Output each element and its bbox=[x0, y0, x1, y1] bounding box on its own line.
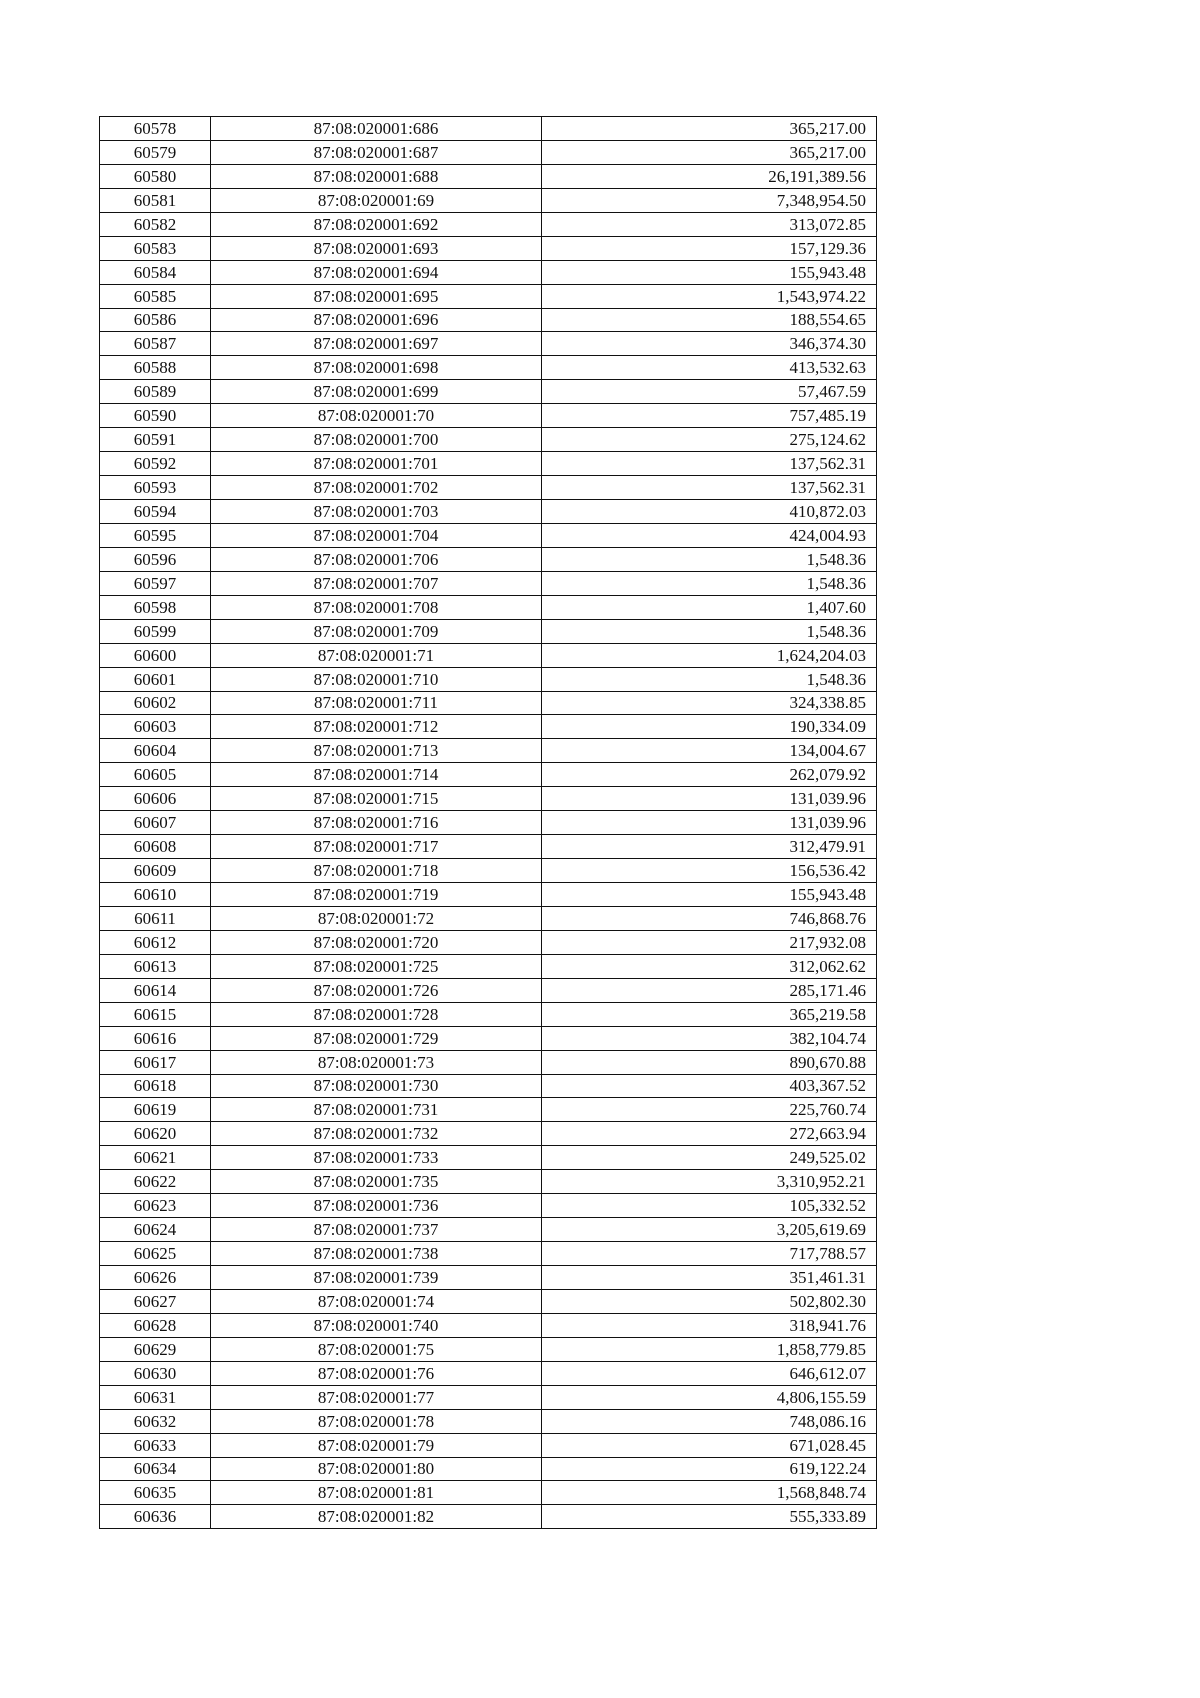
row-number-cell: 60629 bbox=[100, 1337, 211, 1361]
value-cell: 413,532.63 bbox=[542, 356, 877, 380]
table-row bbox=[100, 1457, 877, 1481]
row-number-cell: 60630 bbox=[100, 1361, 211, 1385]
cadastral-number-cell: 87:08:020001:686 bbox=[211, 117, 542, 141]
cadastral-number-cell: 87:08:020001:738 bbox=[211, 1242, 542, 1266]
value-cell: 619,122.24 bbox=[542, 1457, 877, 1481]
row-number-cell: 60626 bbox=[100, 1266, 211, 1290]
cadastral-number-cell: 87:08:020001:716 bbox=[211, 811, 542, 835]
table-row bbox=[100, 1385, 877, 1409]
row-number-cell: 60597 bbox=[100, 571, 211, 595]
cadastral-number-cell: 87:08:020001:695 bbox=[211, 284, 542, 308]
table-row bbox=[100, 1050, 877, 1074]
table-row bbox=[100, 380, 877, 404]
cadastral-number-cell: 87:08:020001:694 bbox=[211, 260, 542, 284]
table-row bbox=[100, 595, 877, 619]
cadastral-number-cell: 87:08:020001:701 bbox=[211, 452, 542, 476]
table-row bbox=[100, 1170, 877, 1194]
cadastral-number-cell: 87:08:020001:711 bbox=[211, 691, 542, 715]
cadastral-number-cell: 87:08:020001:712 bbox=[211, 715, 542, 739]
value-cell: 890,670.88 bbox=[542, 1050, 877, 1074]
table-body bbox=[100, 117, 877, 1529]
row-number-cell: 60595 bbox=[100, 523, 211, 547]
cadastral-number-cell: 87:08:020001:713 bbox=[211, 739, 542, 763]
cadastral-number-cell: 87:08:020001:714 bbox=[211, 763, 542, 787]
value-cell: 717,788.57 bbox=[542, 1242, 877, 1266]
row-number-cell: 60585 bbox=[100, 284, 211, 308]
row-number-cell: 60619 bbox=[100, 1098, 211, 1122]
row-number-cell: 60614 bbox=[100, 978, 211, 1002]
row-number-cell: 60617 bbox=[100, 1050, 211, 1074]
cadastral-number-cell: 87:08:020001:688 bbox=[211, 164, 542, 188]
row-number-cell: 60631 bbox=[100, 1385, 211, 1409]
table-row bbox=[100, 1409, 877, 1433]
cadastral-number-cell: 87:08:020001:697 bbox=[211, 332, 542, 356]
table-row bbox=[100, 1433, 877, 1457]
value-cell: 403,367.52 bbox=[542, 1074, 877, 1098]
cadastral-number-cell: 87:08:020001:726 bbox=[211, 978, 542, 1002]
cadastral-number-cell: 87:08:020001:693 bbox=[211, 236, 542, 260]
value-cell: 746,868.76 bbox=[542, 906, 877, 930]
row-number-cell: 60590 bbox=[100, 404, 211, 428]
value-cell: 424,004.93 bbox=[542, 523, 877, 547]
row-number-cell: 60582 bbox=[100, 212, 211, 236]
cadastral-number-cell: 87:08:020001:692 bbox=[211, 212, 542, 236]
table-row bbox=[100, 978, 877, 1002]
cadastral-number-cell: 87:08:020001:80 bbox=[211, 1457, 542, 1481]
value-cell: 312,479.91 bbox=[542, 835, 877, 859]
cadastral-number-cell: 87:08:020001:706 bbox=[211, 547, 542, 571]
row-number-cell: 60608 bbox=[100, 835, 211, 859]
row-number-cell: 60621 bbox=[100, 1146, 211, 1170]
row-number-cell: 60611 bbox=[100, 906, 211, 930]
value-cell: 1,548.36 bbox=[542, 571, 877, 595]
value-cell: 1,858,779.85 bbox=[542, 1337, 877, 1361]
cadastral-number-cell: 87:08:020001:715 bbox=[211, 787, 542, 811]
value-cell: 155,943.48 bbox=[542, 260, 877, 284]
row-number-cell: 60589 bbox=[100, 380, 211, 404]
row-number-cell: 60616 bbox=[100, 1026, 211, 1050]
row-number-cell: 60591 bbox=[100, 428, 211, 452]
cadastral-number-cell: 87:08:020001:699 bbox=[211, 380, 542, 404]
table-row bbox=[100, 619, 877, 643]
data-table bbox=[99, 116, 877, 1529]
cadastral-number-cell: 87:08:020001:732 bbox=[211, 1122, 542, 1146]
table-row bbox=[100, 787, 877, 811]
value-cell: 156,536.42 bbox=[542, 859, 877, 883]
value-cell: 365,219.58 bbox=[542, 1002, 877, 1026]
cadastral-number-cell: 87:08:020001:76 bbox=[211, 1361, 542, 1385]
value-cell: 1,624,204.03 bbox=[542, 643, 877, 667]
cadastral-number-cell: 87:08:020001:730 bbox=[211, 1074, 542, 1098]
table-row bbox=[100, 308, 877, 332]
value-cell: 502,802.30 bbox=[542, 1289, 877, 1313]
cadastral-number-cell: 87:08:020001:703 bbox=[211, 500, 542, 524]
value-cell: 134,004.67 bbox=[542, 739, 877, 763]
table-row bbox=[100, 906, 877, 930]
table-row bbox=[100, 667, 877, 691]
cadastral-number-cell: 87:08:020001:720 bbox=[211, 930, 542, 954]
row-number-cell: 60587 bbox=[100, 332, 211, 356]
row-number-cell: 60578 bbox=[100, 117, 211, 141]
cadastral-number-cell: 87:08:020001:731 bbox=[211, 1098, 542, 1122]
table-row bbox=[100, 763, 877, 787]
cadastral-number-cell: 87:08:020001:72 bbox=[211, 906, 542, 930]
cadastral-number-cell: 87:08:020001:740 bbox=[211, 1313, 542, 1337]
table-row bbox=[100, 571, 877, 595]
table-row bbox=[100, 859, 877, 883]
table-row bbox=[100, 500, 877, 524]
table-row bbox=[100, 452, 877, 476]
value-cell: 365,217.00 bbox=[542, 140, 877, 164]
value-cell: 3,310,952.21 bbox=[542, 1170, 877, 1194]
value-cell: 351,461.31 bbox=[542, 1266, 877, 1290]
table-row bbox=[100, 523, 877, 547]
value-cell: 365,217.00 bbox=[542, 117, 877, 141]
cadastral-number-cell: 87:08:020001:81 bbox=[211, 1481, 542, 1505]
table-row bbox=[100, 811, 877, 835]
value-cell: 188,554.65 bbox=[542, 308, 877, 332]
cadastral-number-cell: 87:08:020001:82 bbox=[211, 1505, 542, 1529]
table-row bbox=[100, 332, 877, 356]
value-cell: 225,760.74 bbox=[542, 1098, 877, 1122]
row-number-cell: 60579 bbox=[100, 140, 211, 164]
value-cell: 155,943.48 bbox=[542, 883, 877, 907]
value-cell: 1,548.36 bbox=[542, 619, 877, 643]
cadastral-number-cell: 87:08:020001:79 bbox=[211, 1433, 542, 1457]
cadastral-number-cell: 87:08:020001:725 bbox=[211, 954, 542, 978]
table-row bbox=[100, 1002, 877, 1026]
table-row bbox=[100, 1194, 877, 1218]
value-cell: 190,334.09 bbox=[542, 715, 877, 739]
row-number-cell: 60622 bbox=[100, 1170, 211, 1194]
cadastral-number-cell: 87:08:020001:73 bbox=[211, 1050, 542, 1074]
row-number-cell: 60636 bbox=[100, 1505, 211, 1529]
row-number-cell: 60598 bbox=[100, 595, 211, 619]
value-cell: 275,124.62 bbox=[542, 428, 877, 452]
value-cell: 313,072.85 bbox=[542, 212, 877, 236]
table-row bbox=[100, 883, 877, 907]
cadastral-number-cell: 87:08:020001:729 bbox=[211, 1026, 542, 1050]
cadastral-number-cell: 87:08:020001:718 bbox=[211, 859, 542, 883]
row-number-cell: 60635 bbox=[100, 1481, 211, 1505]
cadastral-number-cell: 87:08:020001:709 bbox=[211, 619, 542, 643]
row-number-cell: 60593 bbox=[100, 476, 211, 500]
value-cell: 312,062.62 bbox=[542, 954, 877, 978]
cadastral-number-cell: 87:08:020001:700 bbox=[211, 428, 542, 452]
cadastral-number-cell: 87:08:020001:708 bbox=[211, 595, 542, 619]
cadastral-number-cell: 87:08:020001:707 bbox=[211, 571, 542, 595]
cadastral-number-cell: 87:08:020001:719 bbox=[211, 883, 542, 907]
value-cell: 137,562.31 bbox=[542, 452, 877, 476]
row-number-cell: 60612 bbox=[100, 930, 211, 954]
cadastral-number-cell: 87:08:020001:75 bbox=[211, 1337, 542, 1361]
value-cell: 272,663.94 bbox=[542, 1122, 877, 1146]
value-cell: 346,374.30 bbox=[542, 332, 877, 356]
table-row bbox=[100, 1481, 877, 1505]
value-cell: 410,872.03 bbox=[542, 500, 877, 524]
cadastral-number-cell: 87:08:020001:739 bbox=[211, 1266, 542, 1290]
value-cell: 157,129.36 bbox=[542, 236, 877, 260]
value-cell: 262,079.92 bbox=[542, 763, 877, 787]
row-number-cell: 60596 bbox=[100, 547, 211, 571]
table-row bbox=[100, 1361, 877, 1385]
row-number-cell: 60623 bbox=[100, 1194, 211, 1218]
table-row bbox=[100, 1218, 877, 1242]
table-row bbox=[100, 930, 877, 954]
row-number-cell: 60627 bbox=[100, 1289, 211, 1313]
table-row bbox=[100, 1098, 877, 1122]
cadastral-number-cell: 87:08:020001:736 bbox=[211, 1194, 542, 1218]
row-number-cell: 60613 bbox=[100, 954, 211, 978]
cadastral-number-cell: 87:08:020001:687 bbox=[211, 140, 542, 164]
value-cell: 646,612.07 bbox=[542, 1361, 877, 1385]
table-row bbox=[100, 954, 877, 978]
value-cell: 1,548.36 bbox=[542, 667, 877, 691]
cadastral-number-cell: 87:08:020001:70 bbox=[211, 404, 542, 428]
value-cell: 249,525.02 bbox=[542, 1146, 877, 1170]
row-number-cell: 60633 bbox=[100, 1433, 211, 1457]
cadastral-number-cell: 87:08:020001:710 bbox=[211, 667, 542, 691]
value-cell: 1,543,974.22 bbox=[542, 284, 877, 308]
row-number-cell: 60634 bbox=[100, 1457, 211, 1481]
row-number-cell: 60610 bbox=[100, 883, 211, 907]
cadastral-number-cell: 87:08:020001:74 bbox=[211, 1289, 542, 1313]
value-cell: 131,039.96 bbox=[542, 787, 877, 811]
row-number-cell: 60601 bbox=[100, 667, 211, 691]
table-row bbox=[100, 1337, 877, 1361]
value-cell: 382,104.74 bbox=[542, 1026, 877, 1050]
table-row bbox=[100, 1313, 877, 1337]
table-row bbox=[100, 284, 877, 308]
table-row bbox=[100, 236, 877, 260]
table-row bbox=[100, 643, 877, 667]
value-cell: 217,932.08 bbox=[542, 930, 877, 954]
row-number-cell: 60606 bbox=[100, 787, 211, 811]
row-number-cell: 60607 bbox=[100, 811, 211, 835]
table-row bbox=[100, 1026, 877, 1050]
cadastral-number-cell: 87:08:020001:71 bbox=[211, 643, 542, 667]
cadastral-number-cell: 87:08:020001:696 bbox=[211, 308, 542, 332]
cadastral-number-cell: 87:08:020001:717 bbox=[211, 835, 542, 859]
row-number-cell: 60625 bbox=[100, 1242, 211, 1266]
row-number-cell: 60609 bbox=[100, 859, 211, 883]
table-row bbox=[100, 164, 877, 188]
row-number-cell: 60581 bbox=[100, 188, 211, 212]
value-cell: 1,568,848.74 bbox=[542, 1481, 877, 1505]
table-row bbox=[100, 1074, 877, 1098]
row-number-cell: 60599 bbox=[100, 619, 211, 643]
table-row bbox=[100, 212, 877, 236]
table-row bbox=[100, 188, 877, 212]
table-row bbox=[100, 1146, 877, 1170]
cadastral-number-cell: 87:08:020001:698 bbox=[211, 356, 542, 380]
value-cell: 324,338.85 bbox=[542, 691, 877, 715]
table-row bbox=[100, 1505, 877, 1529]
value-cell: 57,467.59 bbox=[542, 380, 877, 404]
table-row bbox=[100, 1122, 877, 1146]
value-cell: 318,941.76 bbox=[542, 1313, 877, 1337]
value-cell: 137,562.31 bbox=[542, 476, 877, 500]
table-row bbox=[100, 476, 877, 500]
cadastral-number-cell: 87:08:020001:78 bbox=[211, 1409, 542, 1433]
cadastral-number-cell: 87:08:020001:728 bbox=[211, 1002, 542, 1026]
cadastral-number-cell: 87:08:020001:733 bbox=[211, 1146, 542, 1170]
row-number-cell: 60584 bbox=[100, 260, 211, 284]
value-cell: 3,205,619.69 bbox=[542, 1218, 877, 1242]
cadastral-number-cell: 87:08:020001:737 bbox=[211, 1218, 542, 1242]
value-cell: 555,333.89 bbox=[542, 1505, 877, 1529]
value-cell: 4,806,155.59 bbox=[542, 1385, 877, 1409]
row-number-cell: 60615 bbox=[100, 1002, 211, 1026]
row-number-cell: 60628 bbox=[100, 1313, 211, 1337]
cadastral-number-cell: 87:08:020001:77 bbox=[211, 1385, 542, 1409]
row-number-cell: 60624 bbox=[100, 1218, 211, 1242]
row-number-cell: 60594 bbox=[100, 500, 211, 524]
table-row bbox=[100, 404, 877, 428]
table-row bbox=[100, 547, 877, 571]
row-number-cell: 60620 bbox=[100, 1122, 211, 1146]
row-number-cell: 60592 bbox=[100, 452, 211, 476]
table-row bbox=[100, 428, 877, 452]
table-row bbox=[100, 1289, 877, 1313]
row-number-cell: 60604 bbox=[100, 739, 211, 763]
cadastral-number-cell: 87:08:020001:69 bbox=[211, 188, 542, 212]
row-number-cell: 60605 bbox=[100, 763, 211, 787]
row-number-cell: 60580 bbox=[100, 164, 211, 188]
value-cell: 105,332.52 bbox=[542, 1194, 877, 1218]
table-row bbox=[100, 117, 877, 141]
value-cell: 671,028.45 bbox=[542, 1433, 877, 1457]
cadastral-number-cell: 87:08:020001:704 bbox=[211, 523, 542, 547]
table-row bbox=[100, 260, 877, 284]
row-number-cell: 60583 bbox=[100, 236, 211, 260]
row-number-cell: 60600 bbox=[100, 643, 211, 667]
row-number-cell: 60603 bbox=[100, 715, 211, 739]
cadastral-number-cell: 87:08:020001:735 bbox=[211, 1170, 542, 1194]
row-number-cell: 60588 bbox=[100, 356, 211, 380]
row-number-cell: 60602 bbox=[100, 691, 211, 715]
table-row bbox=[100, 1266, 877, 1290]
table-row bbox=[100, 140, 877, 164]
value-cell: 757,485.19 bbox=[542, 404, 877, 428]
table-row bbox=[100, 356, 877, 380]
value-cell: 1,548.36 bbox=[542, 547, 877, 571]
value-cell: 1,407.60 bbox=[542, 595, 877, 619]
value-cell: 26,191,389.56 bbox=[542, 164, 877, 188]
table-row bbox=[100, 739, 877, 763]
row-number-cell: 60618 bbox=[100, 1074, 211, 1098]
table-row bbox=[100, 715, 877, 739]
row-number-cell: 60586 bbox=[100, 308, 211, 332]
table-row bbox=[100, 691, 877, 715]
row-number-cell: 60632 bbox=[100, 1409, 211, 1433]
cadastral-number-cell: 87:08:020001:702 bbox=[211, 476, 542, 500]
value-cell: 285,171.46 bbox=[542, 978, 877, 1002]
table-row bbox=[100, 1242, 877, 1266]
value-cell: 748,086.16 bbox=[542, 1409, 877, 1433]
table-row bbox=[100, 835, 877, 859]
value-cell: 7,348,954.50 bbox=[542, 188, 877, 212]
value-cell: 131,039.96 bbox=[542, 811, 877, 835]
